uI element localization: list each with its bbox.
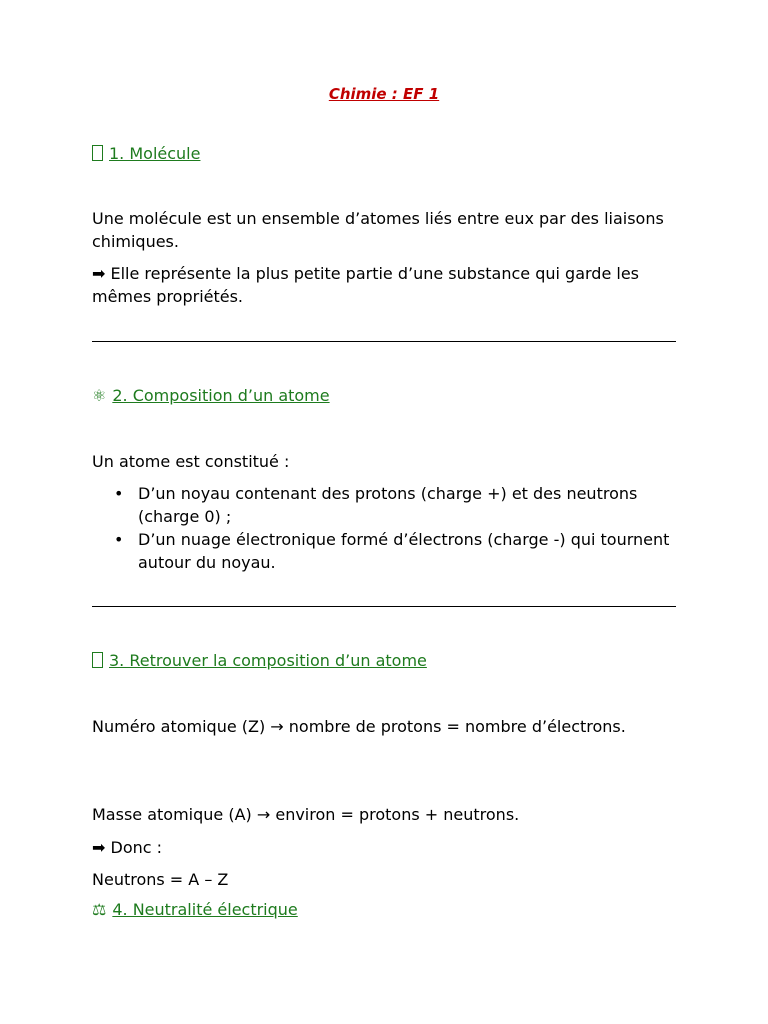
paragraph-therefore: ➡ Donc :: [92, 838, 163, 857]
list-item: [92, 482, 682, 528]
list-item-text: D’un noyau contenant des protons (charge +) et des neutrons (charge 0) ;: [138, 484, 638, 526]
section-divider: [92, 606, 676, 607]
paragraph-atom-intro: Un atome est constitué :: [92, 452, 290, 471]
paragraph-atomic-mass: Masse atomique (A) → environ = protons + neutrons.: [92, 805, 520, 824]
paragraph-neutron-formula: Neutrons = A – Z: [92, 870, 229, 889]
molecule-icon: [92, 145, 103, 161]
bullet-dot: •: [114, 484, 124, 503]
atom-components-list: [92, 482, 682, 574]
search-icon: [92, 652, 103, 668]
balance-scale-icon: ⚖: [92, 900, 107, 919]
section-divider: [92, 341, 676, 342]
section-heading-text: 1. Molécule: [109, 144, 201, 163]
section-heading-text: 2. Composition d’un atome: [112, 386, 330, 405]
section-heading-find-composition: [92, 651, 427, 670]
document-title: Chimie : EF 1: [328, 85, 440, 103]
atom-icon: ⚛: [92, 386, 107, 405]
bullet-dot: •: [114, 530, 124, 549]
section-heading-atom-composition: [92, 386, 330, 405]
paragraph-atomic-number: Numéro atomique (Z) → nombre de protons = nombre d’électrons.: [92, 717, 626, 736]
section-heading-electrical-neutrality: [92, 900, 298, 919]
section-heading-molecule: [92, 144, 200, 163]
list-item-text: D’un nuage électronique formé d’électrons (charge -) qui tournent autour du noyau.: [138, 530, 670, 572]
paragraph-molecule-property: ➡ Elle représente la plus petite partie d’une substance qui garde les mêmes propriétés.: [92, 264, 640, 306]
section-heading-text: 4. Neutralité électrique: [112, 900, 298, 919]
paragraph-molecule-definition: Une molécule est un ensemble d’atomes liés entre eux par des liaisons chimiques.: [92, 209, 664, 251]
section-heading-text: 3. Retrouver la composition d’un atome: [109, 651, 427, 670]
list-item: [92, 528, 682, 574]
